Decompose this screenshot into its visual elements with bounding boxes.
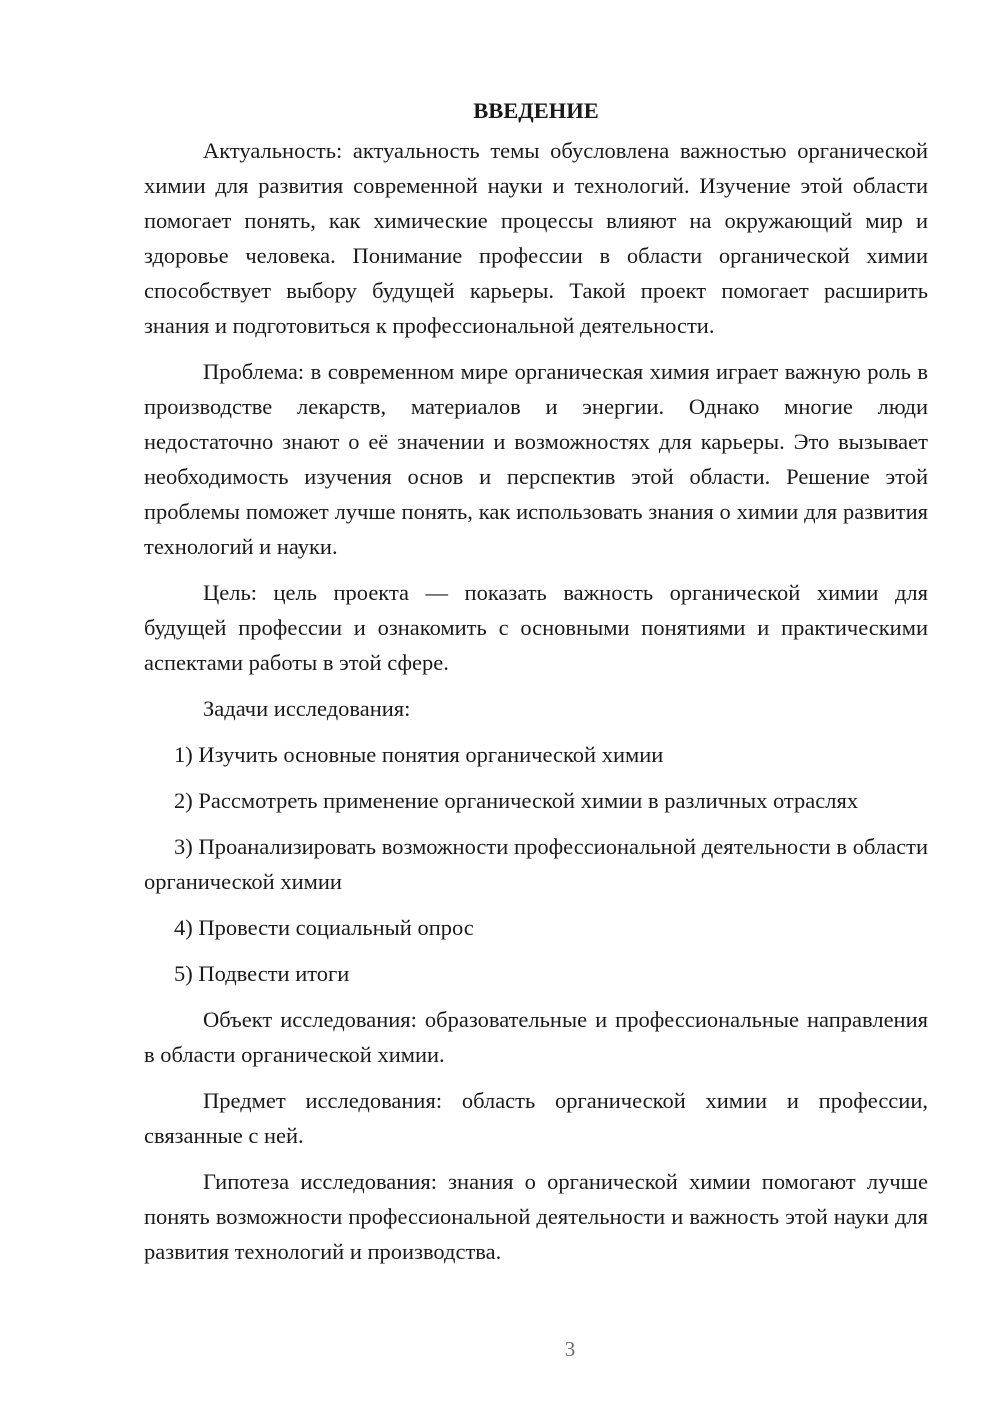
task-item-5: 5) Подвести итоги bbox=[174, 961, 350, 986]
task-item-4: 4) Провести социальный опрос bbox=[174, 915, 474, 940]
task-item-2: 2) Рассмотреть применение органической химии в различных отраслях bbox=[174, 788, 859, 813]
paragraph-problem: Проблема: в современном мире органическая химия играет важную роль в производстве лекарств, материалов и энергии. Однако многие люди недостаточно знают о её значении и возможностях для карьеры. Это вызывает необходимость изучения основ и перспектив этой области. Решение этой проблемы поможет лучше понять, как использовать знания о химии для развития технологий и науки. bbox=[144, 359, 928, 559]
paragraph-subject: Предмет исследования: область органической химии и профессии, связанные с ней. bbox=[144, 1088, 928, 1148]
task-item-1: 1) Изучить основные понятия органической химии bbox=[174, 742, 664, 767]
page-content bbox=[144, 93, 928, 1280]
section-title: ВВЕДЕНИЕ bbox=[473, 98, 599, 123]
page-number: 3 bbox=[564, 1337, 576, 1361]
task-item-3: 3) Проанализировать возможности профессиональной деятельности в области органической химии bbox=[144, 834, 928, 894]
tasks-heading: Задачи исследования: bbox=[203, 696, 411, 721]
paragraph-goal: Цель: цель проекта — показать важность органической химии для будущей профессии и ознакомить с основными понятиями и практическими аспектами работы в этой сфере. bbox=[144, 580, 928, 675]
paragraph-object: Объект исследования: образовательные и профессиональные направления в области органической химии. bbox=[144, 1007, 928, 1067]
paragraph-relevance: Актуальность: актуальность темы обусловлена важностью органической химии для развития современной науки и технологий. Изучение этой области помогает понять, как химические процессы влияют на окружающий мир и здоровье человека. Понимание профессии в области органической химии способствует выбору будущей карьеры. Такой проект помогает расширить знания и подготовиться к профессиональной деятельности. bbox=[144, 138, 928, 338]
paragraph-hypothesis: Гипотеза исследования: знания о органической химии помогают лучше понять возможности профессиональной деятельности и важность этой науки для развития технологий и производства. bbox=[144, 1169, 928, 1264]
